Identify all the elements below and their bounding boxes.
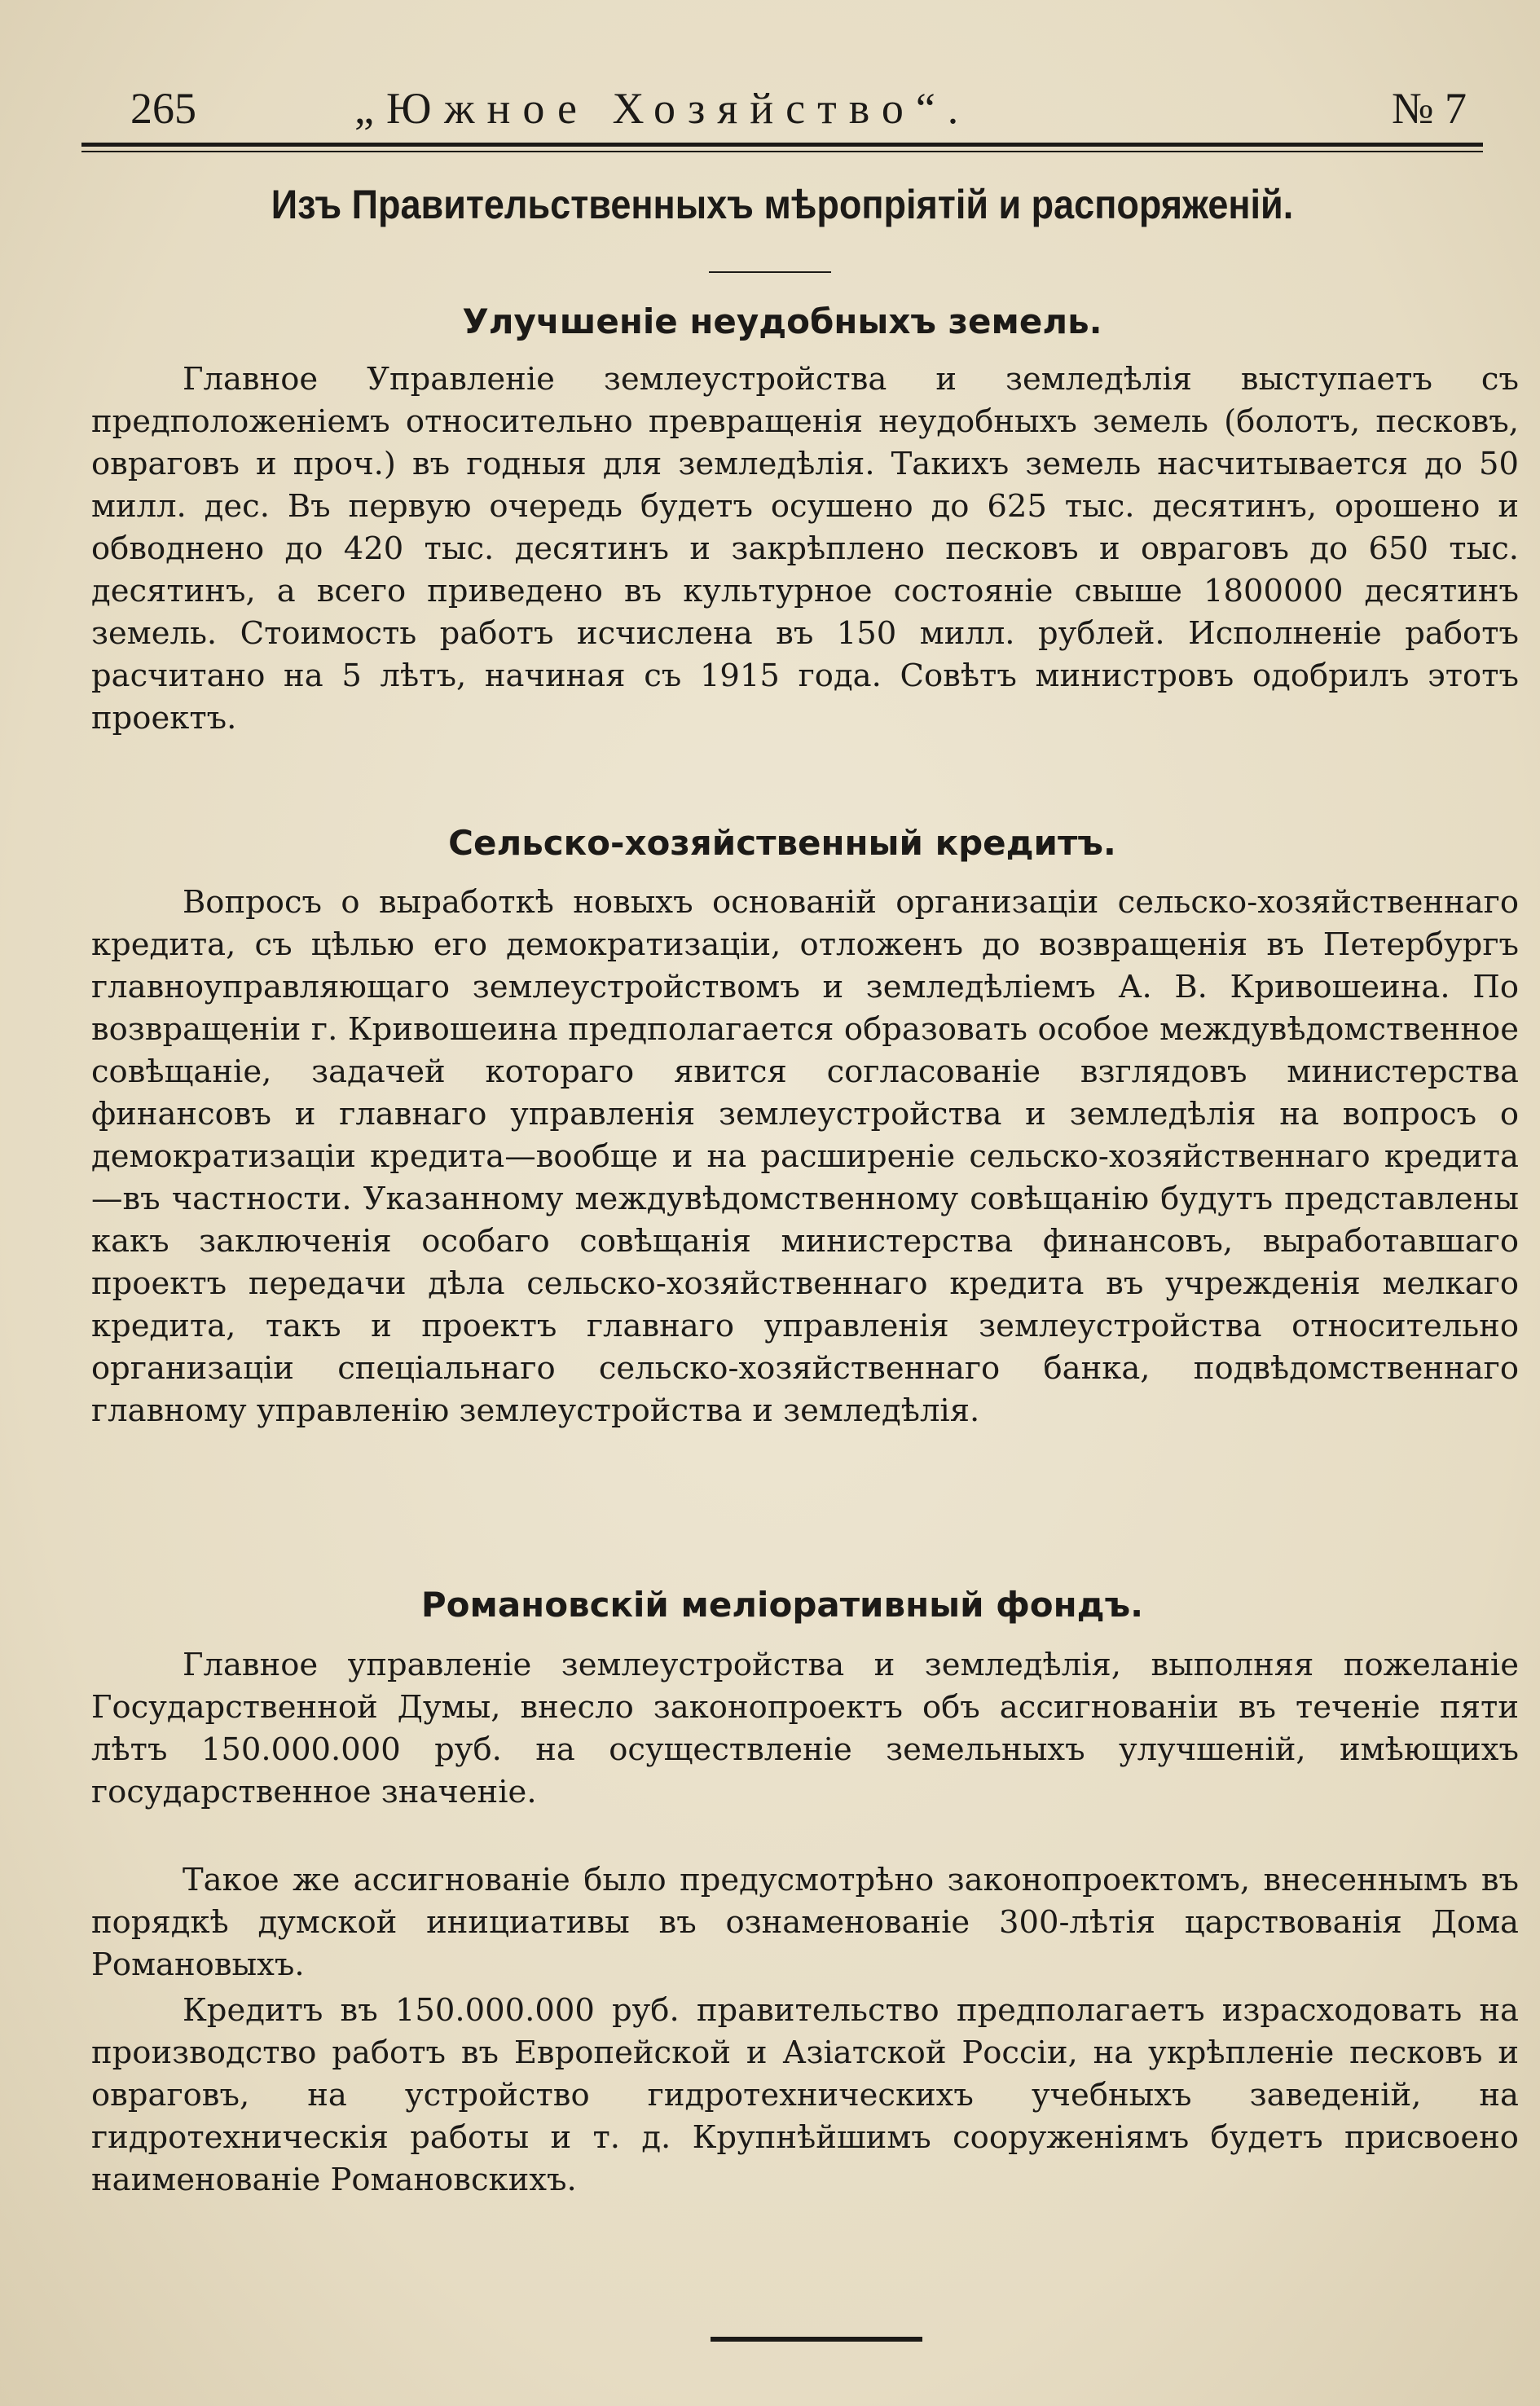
- header-rule: [81, 143, 1483, 147]
- article-title: Изъ Правительственныхъ мѣропріятій и распоряженій.: [271, 182, 1294, 227]
- header-rule-thin: [81, 151, 1483, 152]
- title-divider: [709, 271, 831, 273]
- section-heading-agricultural-credit: Сельско-хозяйственный кредитъ.: [448, 823, 1116, 863]
- paragraph-romanov-fund-1: Главное управленіе землеустройства и земледѣлія, выполняя пожеланіе Государственной Думы, внесло законопроектъ объ ассигнованіи въ теченіе пяти лѣтъ 150.000.000 руб. на осуществленіе земельныхъ улучшеній, имѣющихъ государственное значеніе.: [91, 1647, 1519, 1810]
- end-rule: [711, 2337, 922, 2342]
- paragraph-land-improvement: Главное Управленіе землеустройства и земледѣлія выступаетъ съ предположеніемъ относительно превращенія неудобныхъ земель (болотъ, песковъ, овраговъ и проч.) въ годныя для земледѣлія. Такихъ земель насчитывается до 50 милл. дес. Въ первую очередь будетъ осушено до 625 тыс. десятинъ, орошено и обводнено до 420 тыс. десятинъ и закрѣплено песковъ и овраговъ до 650 тыс. десятинъ, а всего приведено въ культурное состояніе свыше 1800000 десятинъ земель. Стоимость работъ исчислена въ 150 милл. рублей. Исполненіе работъ расчитано на 5 лѣтъ, начиная съ 1915 года. Совѣтъ министровъ одобрилъ этотъ проектъ.: [91, 361, 1519, 737]
- section-heading-romanov-fund: Романовскій меліоративный фондъ.: [420, 1585, 1144, 1625]
- paragraph-romanov-fund-3: Кредитъ въ 150.000.000 руб. правительство предполагаетъ израсходовать на производство работъ въ Европейской и Азіатской Россіи, на укрѣпленіе песковъ и овраговъ, на устройство гидротехническихъ учебныхъ заведеній, на гидротехническія работы и т. д. Крупнѣйшимъ сооруженіямъ будетъ присвоено наименованіе Романовскихъ.: [91, 1992, 1519, 2198]
- paragraph-romanov-fund-2: Такое же ассигнованіе было предусмотрѣно законопроектомъ, внесеннымъ въ порядкѣ думской инициативы въ ознаменованіе 300-лѣтія царствованія Дома Романовыхъ.: [91, 1862, 1519, 1983]
- paragraph-agricultural-credit: Вопросъ о выработкѣ новыхъ основаній организаціи сельско-хозяйственнаго кредита, съ цѣлью его демократизаціи, отложенъ до возвращенія въ Петербургъ главноуправляющаго землеустройствомъ и земледѣліемъ А. В. Кривошеина. По возвращеніи г. Кривошеина предполагается образовать особое междувѣдомственное совѣщаніе, задачей котораго явится согласованіе взглядовъ министерства финансовъ и главнаго управленія землеустройства и земледѣлія на вопросъ о демократизаціи кредита—вообще и на расширеніе сельско-хозяйственнаго кредита—въ частности. Указанному междувѣдомственному совѣщанію будутъ представлены какъ заключенія особаго совѣщанія министерства финансовъ, выработавшаго проектъ передачи дѣла сельско-хозяйственнаго кредита въ учрежденія мелкаго кредита, такъ и проектъ главнаго управленія землеустройства относительно организаціи спеціальнаго сельско-хозяйственнаго банка, подвѣдомственнаго главному управленію землеустройства и земледѣлія.: [91, 884, 1519, 1429]
- page-header: [130, 75, 1467, 140]
- section-heading-land-improvement: Улучшеніе неудобныхъ земель.: [462, 301, 1102, 341]
- page-number: 265: [130, 84, 196, 133]
- journal-title: „Южное Хозяйство“.: [354, 84, 971, 133]
- issue-number: № 7: [1391, 84, 1467, 133]
